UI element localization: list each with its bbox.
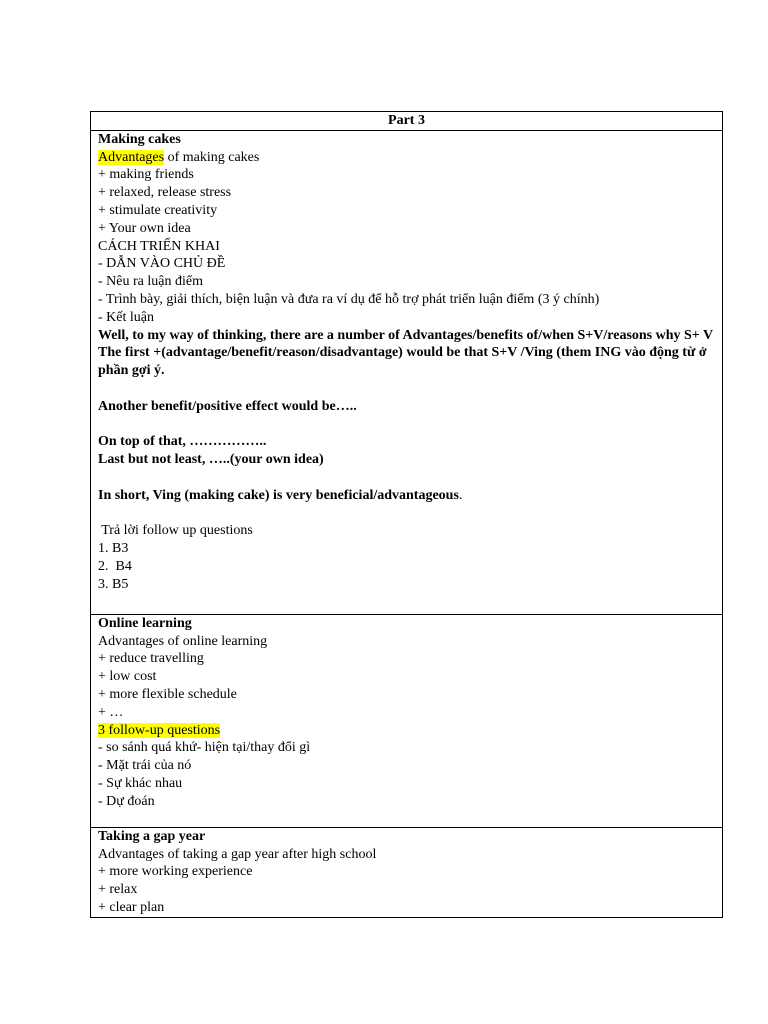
list-item: 1. B3 (98, 541, 129, 557)
list-item: + low cost (98, 669, 157, 685)
list-item: + clear plan (98, 899, 165, 915)
blank-line (98, 380, 722, 398)
advantages-line (98, 149, 722, 167)
list-item: + more flexible schedule (98, 686, 237, 702)
list-item: + relaxed, release stress (98, 185, 232, 201)
making-cakes-cell (91, 130, 723, 614)
deploy-title: CÁCH TRIỂN KHAI (98, 238, 220, 254)
followup-title: Trả lời follow up questions (98, 523, 253, 539)
list-item: - so sánh quá khứ- hiện tại/thay đổi gì (98, 740, 311, 756)
template-last: Last but not least, …..(your own idea) (98, 452, 324, 468)
template-short: In short, Ving (making cake) is very beneficial/advantageous (98, 487, 459, 503)
gap-year-cell (91, 827, 723, 917)
template-short-end: . (458, 487, 463, 503)
list-item: - Nêu ra luận điểm (98, 274, 203, 290)
table-row (91, 614, 723, 827)
list-item: + more working experience (98, 864, 253, 880)
template-top: On top of that, …………….. (98, 434, 267, 450)
list-item: - Kết luận (98, 309, 154, 325)
template-first: The first +(advantage/benefit/reason/disadvantage) would be that S+V /Ving (them ING vào động từ ở phần gợi ý. (98, 345, 707, 379)
list-item: - Mặt trái của nó (98, 758, 192, 774)
table-header: Part 3 (91, 112, 723, 131)
highlighted-text: Advantages (98, 149, 165, 165)
blank-line (98, 469, 722, 487)
blank-line (98, 416, 722, 434)
list-item: - Dự đoán (98, 793, 155, 809)
section-subtitle: Advantages of online learning (98, 633, 268, 649)
highlighted-text: 3 follow-up questions (98, 722, 221, 738)
table-row (91, 112, 723, 131)
list-item: + stimulate creativity (98, 202, 218, 218)
template-another: Another benefit/positive effect would be….. (98, 398, 357, 414)
list-item: - Sự khác nhau (98, 775, 183, 791)
table-row (91, 827, 723, 917)
template-intro: Well, to my way of thinking, there are a number of Advantages/benefits of/when S+V/reasons why S+ V (98, 327, 714, 343)
list-item: + … (98, 704, 124, 720)
list-item: 3. B5 (98, 576, 129, 592)
table-row (91, 130, 723, 614)
section-subtitle: Advantages of taking a gap year after high school (98, 846, 377, 862)
online-learning-cell (91, 614, 723, 827)
list-item: 2. B4 (98, 558, 132, 574)
section-title: Making cakes (98, 131, 181, 147)
advantages-text: of making cakes (164, 149, 260, 165)
list-item: + relax (98, 882, 138, 898)
blank-line (98, 505, 722, 523)
section-title: Taking a gap year (98, 828, 206, 844)
list-item: - DẪN VÀO CHỦ ĐỀ (98, 256, 226, 272)
list-item: + reduce travelling (98, 651, 204, 667)
list-item: - Trình bày, giải thích, biện luận và đưa ra ví dụ để hỗ trợ phát triển luận điểm (3 ý chính) (98, 291, 600, 307)
list-item: + making friends (98, 167, 194, 183)
followup-line (98, 722, 722, 740)
section-title: Online learning (98, 615, 192, 631)
list-item: + Your own idea (98, 220, 191, 236)
part3-table (90, 111, 723, 918)
template-short-line (98, 487, 722, 505)
